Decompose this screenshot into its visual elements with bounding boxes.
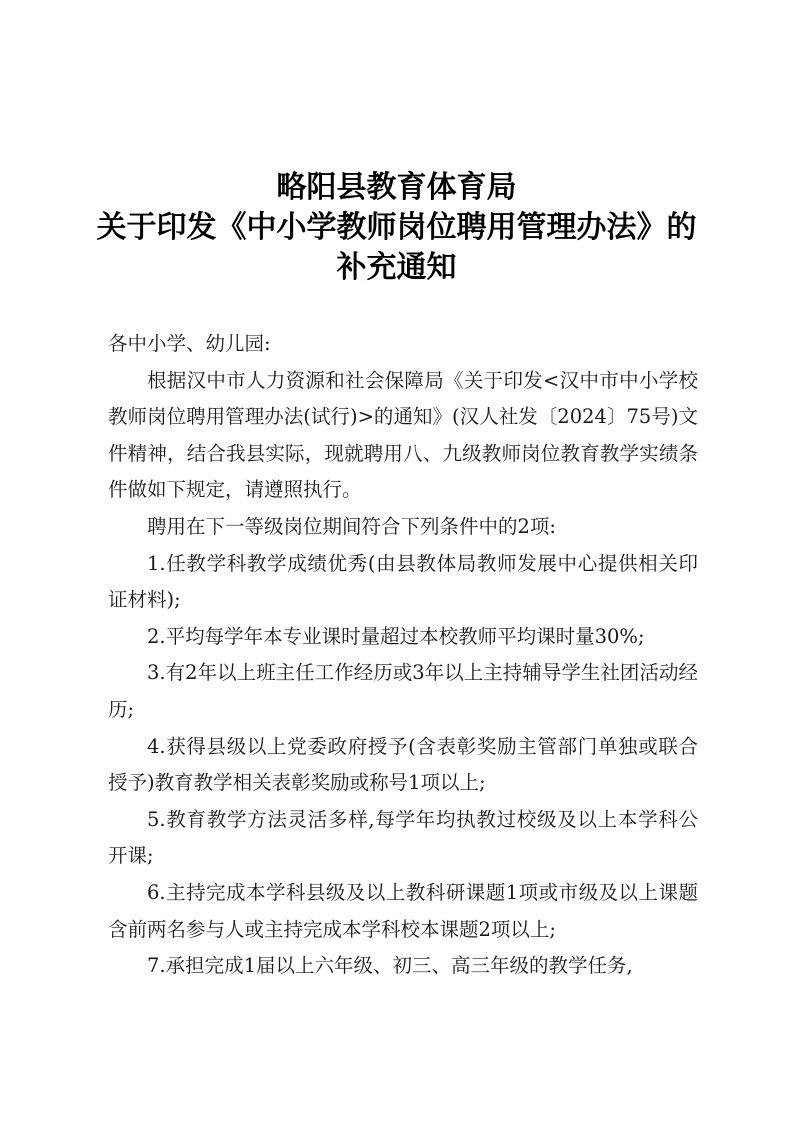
criterion-3: 3.有2年以上班主任工作经历或3年以上主持辅导学生社团活动经历;: [108, 661, 698, 721]
criterion-2: 2.平均每学年本专业课时量超过本校教师平均课时量30%;: [147, 624, 645, 648]
document-title: [60, 168, 733, 288]
criterion-6: 6.主持完成本学科县级及以上教科研课题1项或市级及以上课题含前两名参与人或主持完成本学科校本课题2项以上;: [108, 880, 698, 941]
title-line-type: 补充通知: [336, 250, 457, 285]
criterion-4: 4.获得县级以上党委政府授予(含表彰奖励主管部门单独或联合授予)教育教学相关表彰奖励或称号1项以上;: [108, 734, 698, 795]
paragraph-basis: 根据汉中市人力资源和社会保障局《关于印发<汉中市中小学校教师岗位聘用管理办法(试行)>的通知》(汉人社发〔2024〕75号)文件精神，结合我县实际，现就聘用八、九级教师岗位教育教学实绩条件做如下规定，请遵照执行。: [108, 368, 698, 502]
title-line-issuer: 略阳县教育体育局: [276, 170, 517, 205]
salutation: 各中小学、幼儿园:: [108, 332, 271, 355]
criterion-1: 1.任教学科教学成绩优秀(由县教体局教师发展中心提供相关印证材料);: [108, 551, 698, 612]
paragraph-criteria-intro: 聘用在下一等级岗位期间符合下列条件中的2项:: [147, 514, 556, 538]
document-body: [108, 326, 698, 985]
criterion-5: 5.教育教学方法灵活多样,每学年均执教过校级及以上本学科公开课;: [108, 807, 698, 868]
criterion-7: 7.承担完成1届以上六年级、初三、高三年级的教学任务,: [147, 954, 633, 978]
title-line-subject: 关于印发《中小学教师岗位聘用管理办法》的: [96, 210, 697, 245]
